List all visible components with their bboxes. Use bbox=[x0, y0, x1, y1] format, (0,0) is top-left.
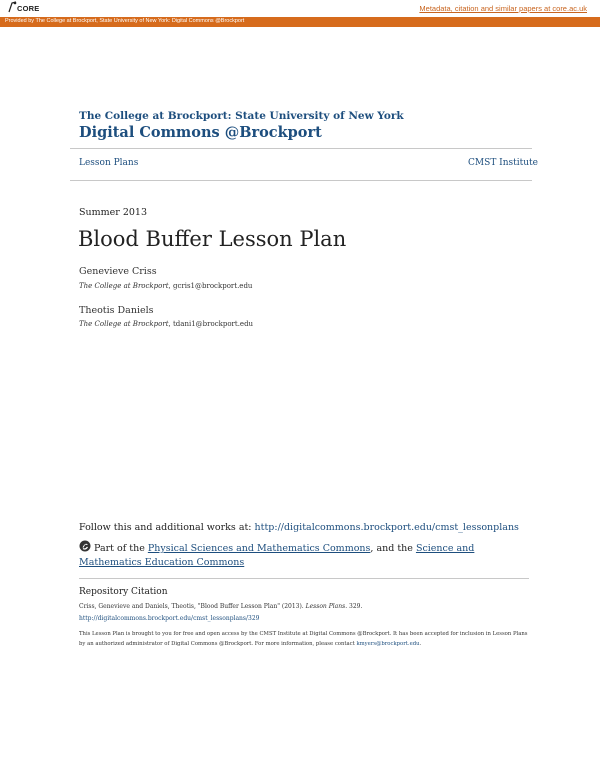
core-bar bbox=[0, 0, 600, 17]
provided-by-bar bbox=[0, 17, 600, 27]
follow-prefix: Follow this and additional works at: bbox=[79, 522, 255, 533]
core-metadata-link[interactable]: Metadata, citation and similar papers at core.ac.uk bbox=[419, 4, 587, 13]
part-of-prefix: Part of the bbox=[94, 543, 148, 554]
core-logo[interactable] bbox=[8, 0, 48, 16]
collection-link[interactable]: http://digitalcommons.brockport.edu/cmst_lessonplans bbox=[254, 522, 519, 533]
author-name: Theotis Daniels bbox=[79, 305, 154, 316]
citation-text bbox=[79, 603, 362, 610]
author-institution: The College at Brockport bbox=[79, 320, 169, 328]
part-of-middle: , and the bbox=[370, 543, 416, 554]
citation-body: Criss, Genevieve and Daniels, Theotis, "Blood Buffer Lesson Plan" (2013). bbox=[79, 603, 306, 610]
author-institution: The College at Brockport bbox=[79, 282, 169, 290]
author-affiliation bbox=[79, 282, 252, 290]
citation-number: . 329. bbox=[345, 603, 363, 610]
divider bbox=[79, 578, 529, 579]
author-name: Genevieve Criss bbox=[79, 266, 157, 277]
nav-cmst-institute-link[interactable]: CMST Institute bbox=[468, 158, 538, 168]
open-access-icon bbox=[79, 540, 91, 552]
paper-title: Blood Buffer Lesson Plan bbox=[78, 227, 347, 251]
follow-line bbox=[79, 522, 519, 533]
core-brand: CORE bbox=[17, 4, 40, 13]
contact-email-link[interactable]: kmyers@brockport.edu bbox=[356, 641, 420, 647]
nav-lesson-plans-link[interactable]: Lesson Plans bbox=[79, 158, 139, 168]
notice-end: . bbox=[419, 641, 422, 647]
publication-date: Summer 2013 bbox=[79, 207, 148, 218]
physical-sciences-commons-link[interactable]: Physical Sciences and Mathematics Commons bbox=[147, 543, 371, 554]
divider bbox=[70, 180, 532, 181]
divider bbox=[70, 148, 532, 149]
access-notice bbox=[79, 629, 529, 649]
author-affiliation bbox=[79, 320, 253, 328]
citation-series: Lesson Plans bbox=[305, 603, 346, 610]
author-email: , gcris1@brockport.edu bbox=[168, 282, 253, 290]
part-of-line bbox=[79, 540, 519, 570]
author-email: , tdani1@brockport.edu bbox=[168, 320, 254, 328]
citation-url-link[interactable]: http://digitalcommons.brockport.edu/cmst_lessonplans/329 bbox=[79, 615, 260, 622]
provided-by-text: Provided by The College at Brockport, State University of New York: Digital Commons @Brockport bbox=[5, 18, 245, 24]
citation-heading: Repository Citation bbox=[79, 587, 168, 597]
science-math-education-commons-link[interactable]: Science and Mathematics Education Commons bbox=[79, 543, 475, 568]
repository-name[interactable]: Digital Commons @Brockport bbox=[79, 124, 322, 141]
notice-text: This Lesson Plan is brought to you for free and open access by the CMST Institute at Digital Commons @Brockport. It has been accepted for inclusion in Lesson Plans by an authorized administrator of Digital Commons @Brockport. For more information, please contact bbox=[79, 631, 528, 647]
core-logo-icon bbox=[8, 1, 17, 13]
institution-name[interactable]: The College at Brockport: State University of New York bbox=[79, 110, 404, 122]
